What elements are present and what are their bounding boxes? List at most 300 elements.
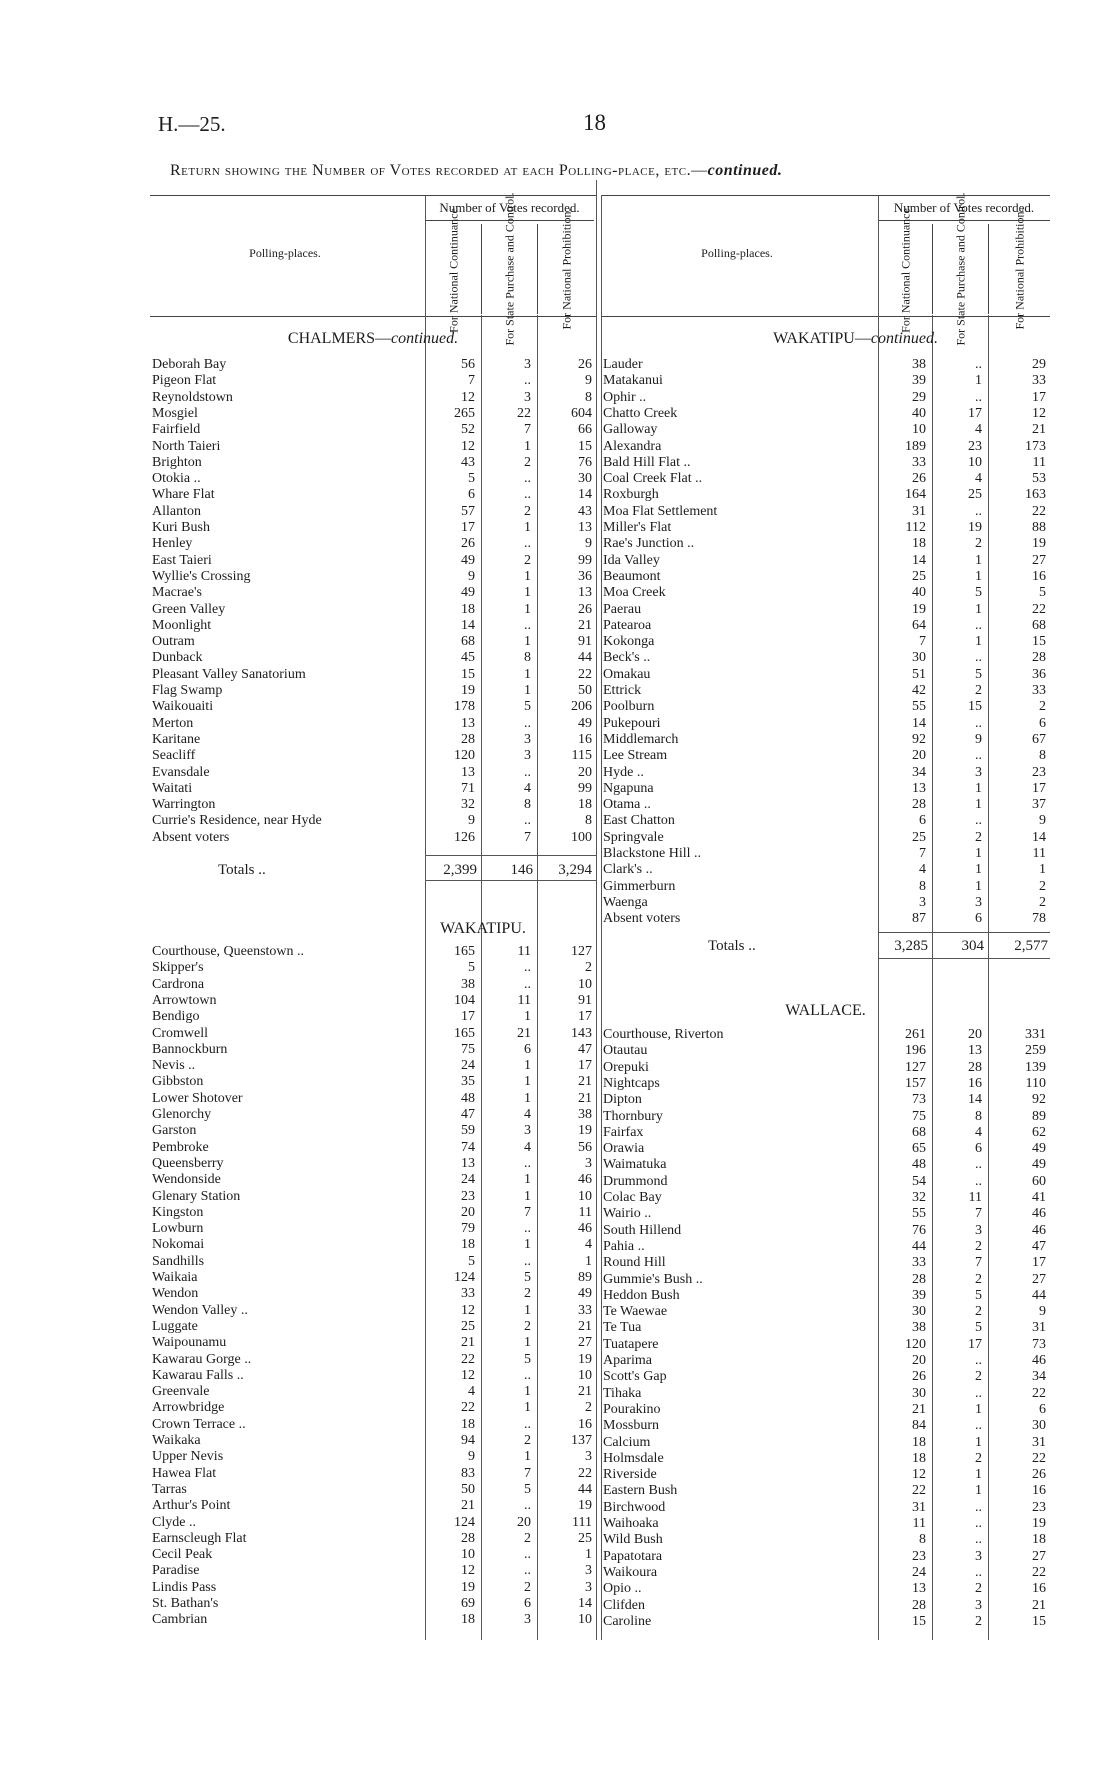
votes-prohibition: 1 <box>585 1547 592 1563</box>
table-row <box>601 716 1050 732</box>
votes-continuance: 79 <box>461 1221 475 1237</box>
table-row <box>601 1532 1050 1548</box>
table-row <box>150 569 596 585</box>
table-row <box>601 422 1050 438</box>
votes-continuance: 21 <box>461 1498 475 1514</box>
table-row <box>150 1352 596 1368</box>
polling-place-name: Rae's Junction .. <box>603 536 695 552</box>
table-row <box>601 1223 1050 1239</box>
votes-prohibition: 19 <box>578 1351 592 1367</box>
votes-prohibition: 56 <box>578 1139 592 1155</box>
polling-place-name: Waitati <box>152 780 193 796</box>
table-row <box>150 1482 596 1498</box>
polling-place-name: Clark's .. <box>603 862 653 878</box>
polling-places-heading: Polling-places. <box>701 246 773 260</box>
polling-place-name: Lowburn <box>152 1221 204 1237</box>
votes-continuance: 28 <box>461 1530 475 1546</box>
table-row <box>601 1027 1050 1043</box>
votes-prohibition: 13 <box>578 520 592 535</box>
polling-place-name: Moa Creek <box>603 585 666 601</box>
votes-continuance: 22 <box>912 1483 926 1499</box>
votes-prohibition: 15 <box>578 438 592 454</box>
votes-state-purchase: 4 <box>524 780 531 796</box>
votes-state-purchase: .. <box>524 471 531 487</box>
table-row <box>601 1190 1050 1206</box>
votes-prohibition: 14 <box>578 1596 592 1611</box>
votes-state-purchase: 3 <box>524 357 531 372</box>
table-row <box>601 650 1050 666</box>
polling-place-name: Lauder <box>603 357 643 372</box>
polling-place-name: Macrae's <box>152 585 202 601</box>
polling-place-name: Paradise <box>152 1563 200 1579</box>
votes-state-purchase: .. <box>524 487 531 503</box>
polling-place-name: Bannockburn <box>152 1041 228 1057</box>
votes-state-purchase: 7 <box>524 1204 531 1220</box>
votes-state-purchase: 13 <box>968 1043 982 1059</box>
votes-state-purchase: .. <box>524 960 531 976</box>
table-row <box>601 1174 1050 1190</box>
votes-prohibition: 19 <box>578 1498 592 1514</box>
votes-state-purchase: 1 <box>524 1237 531 1253</box>
votes-state-purchase: .. <box>524 764 531 780</box>
votes-continuance: 26 <box>912 471 926 487</box>
votes-prohibition: 173 <box>1025 438 1046 454</box>
votes-continuance: 4 <box>468 1384 475 1400</box>
table-row <box>601 813 1050 829</box>
votes-prohibition: 38 <box>578 1107 592 1122</box>
votes-continuance: 83 <box>461 1465 475 1481</box>
table-row <box>150 1466 596 1482</box>
votes-continuance: 20 <box>912 748 926 764</box>
votes-state-purchase: 17 <box>968 405 982 421</box>
polling-place-name: Kawarau Falls .. <box>152 1367 244 1383</box>
table-row <box>601 1516 1050 1532</box>
table-row <box>601 1288 1050 1304</box>
chalmers-total-prohibition: 3,294 <box>558 862 592 878</box>
votes-continuance: 12 <box>461 389 475 405</box>
votes-state-purchase: 1 <box>975 568 982 584</box>
polling-place-name: Evansdale <box>152 764 210 780</box>
votes-prohibition: 26 <box>578 357 592 372</box>
votes-continuance: 13 <box>461 764 475 780</box>
votes-continuance: 28 <box>912 797 926 813</box>
table-row <box>601 1043 1050 1059</box>
votes-prohibition: 99 <box>578 552 592 568</box>
votes-prohibition: 44 <box>578 1481 592 1497</box>
votes-state-purchase: 3 <box>975 894 982 910</box>
polling-place-name: Tarras <box>152 1481 187 1497</box>
polling-place-name: Colac Bay <box>603 1190 662 1205</box>
section-title-wakatipu: WAKATIPU. <box>440 920 526 937</box>
polling-place-name: Waenga <box>603 894 648 910</box>
votes-continuance: 33 <box>912 454 926 470</box>
votes-continuance: 22 <box>461 1351 475 1367</box>
votes-prohibition: 14 <box>578 487 592 503</box>
votes-continuance: 35 <box>461 1074 475 1090</box>
table-row <box>601 634 1050 650</box>
votes-continuance: 19 <box>461 683 475 698</box>
votes-prohibition: 13 <box>578 585 592 601</box>
votes-state-purchase: 1 <box>524 585 531 601</box>
table-row <box>601 1402 1050 1418</box>
votes-continuance: 55 <box>912 1206 926 1222</box>
table-row <box>601 1092 1050 1108</box>
votes-state-purchase: 5 <box>975 585 982 601</box>
votes-prohibition: 9 <box>585 536 592 552</box>
votes-state-purchase: 1 <box>524 438 531 454</box>
polling-place-name: Mossburn <box>603 1418 660 1434</box>
polling-place-name: Wendon Valley .. <box>152 1302 248 1318</box>
polling-place-name: Paerau <box>603 601 642 617</box>
votes-continuance: 19 <box>912 601 926 617</box>
polling-place-name: Waikaia <box>152 1270 198 1285</box>
votes-continuance: 9 <box>468 568 475 584</box>
votes-prohibition: 36 <box>1032 666 1046 682</box>
polling-place-name: Te Tua <box>603 1320 642 1336</box>
votes-continuance: 52 <box>461 422 475 438</box>
table-row <box>601 553 1050 569</box>
votes-prohibition: 78 <box>1032 911 1046 927</box>
votes-continuance: 18 <box>461 1416 475 1432</box>
table-row <box>150 993 596 1009</box>
votes-prohibition: 20 <box>578 764 592 780</box>
polling-place-name: Middlemarch <box>603 731 679 747</box>
votes-state-purchase: 16 <box>968 1075 982 1091</box>
votes-prohibition: 49 <box>1032 1141 1046 1157</box>
table-row <box>601 1467 1050 1483</box>
votes-prohibition: 2 <box>1039 878 1046 894</box>
votes-continuance: 8 <box>919 878 926 894</box>
table-row <box>150 1498 596 1514</box>
votes-continuance: 12 <box>461 1302 475 1318</box>
polling-place-name: South Hillend <box>603 1222 682 1238</box>
table-row <box>150 1123 596 1139</box>
wakatipu-total-prohibition: 2,577 <box>1014 938 1048 954</box>
table-row <box>601 911 1050 927</box>
table-row <box>601 765 1050 781</box>
votes-state-purchase: 7 <box>524 1465 531 1481</box>
polling-place-name: Gimmerburn <box>603 878 676 894</box>
polling-place-name: Holmsdale <box>603 1450 664 1466</box>
polling-place-name: Greenvale <box>152 1384 210 1400</box>
votes-state-purchase: 2 <box>524 503 531 519</box>
polling-place-name: Cromwell <box>152 1025 208 1041</box>
votes-prohibition: 2 <box>585 960 592 976</box>
polling-places-heading: Polling-places. <box>249 246 321 260</box>
table-row <box>150 487 596 503</box>
votes-continuance: 33 <box>912 1255 926 1271</box>
votes-continuance: 13 <box>461 715 475 731</box>
votes-continuance: 13 <box>461 1155 475 1171</box>
polling-place-name: Fairfax <box>603 1124 644 1140</box>
votes-prohibition: 21 <box>578 1074 592 1090</box>
table-row <box>150 1612 596 1628</box>
polling-place-name: Waipounamu <box>152 1335 227 1351</box>
votes-prohibition: 11 <box>1032 454 1046 470</box>
votes-prohibition: 33 <box>1032 683 1046 698</box>
table-row <box>150 536 596 552</box>
votes-continuance: 12 <box>912 1467 926 1483</box>
polling-place-name: Earnscleugh Flat <box>152 1530 247 1546</box>
votes-prohibition: 49 <box>578 715 592 731</box>
votes-continuance: 28 <box>912 1597 926 1613</box>
polling-place-name: East Chatton <box>603 813 675 829</box>
votes-state-purchase: 5 <box>975 1287 982 1303</box>
table-row <box>150 1547 596 1563</box>
votes-continuance: 9 <box>468 813 475 829</box>
votes-state-purchase: 2 <box>524 1433 531 1448</box>
polling-place-name: Cecil Peak <box>152 1547 213 1563</box>
votes-continuance: 265 <box>454 405 475 421</box>
table-row <box>150 439 596 455</box>
votes-prohibition: 68 <box>1032 617 1046 633</box>
votes-state-purchase: 2 <box>975 1238 982 1254</box>
table-row <box>150 520 596 536</box>
votes-continuance: 38 <box>912 1320 926 1336</box>
polling-place-name: Ngapuna <box>603 780 654 796</box>
polling-place-name: Wairio .. <box>603 1206 652 1222</box>
votes-continuance: 165 <box>454 1025 475 1041</box>
votes-state-purchase: 1 <box>524 1449 531 1465</box>
votes-state-purchase: .. <box>975 1499 982 1515</box>
votes-prohibition: 41 <box>1032 1190 1046 1205</box>
votes-continuance: 25 <box>912 568 926 584</box>
polling-place-name: Kokonga <box>603 634 655 650</box>
votes-state-purchase: 1 <box>524 666 531 682</box>
table-row <box>601 439 1050 455</box>
chalmers-total-state-purchase: 146 <box>510 862 533 878</box>
votes-prohibition: 46 <box>1032 1222 1046 1238</box>
votes-state-purchase: 1 <box>524 1074 531 1090</box>
table-row <box>150 813 596 829</box>
polling-place-name: Poolburn <box>603 699 655 715</box>
table-row <box>601 1076 1050 1092</box>
votes-state-purchase: .. <box>975 715 982 731</box>
votes-prohibition: 23 <box>1032 764 1046 780</box>
table-row <box>601 683 1050 699</box>
votes-state-purchase: 1 <box>524 601 531 617</box>
table-row <box>150 553 596 569</box>
table-row <box>601 1500 1050 1516</box>
polling-place-name: Beaumont <box>603 568 661 584</box>
table-row <box>150 716 596 732</box>
polling-place-name: Ida Valley <box>603 552 660 568</box>
votes-state-purchase: 2 <box>975 1271 982 1287</box>
votes-continuance: 20 <box>912 1353 926 1368</box>
table-row <box>601 1418 1050 1434</box>
polling-place-name: Otokia .. <box>152 471 201 487</box>
votes-prohibition: 73 <box>1032 1336 1046 1352</box>
table-row <box>601 618 1050 634</box>
votes-state-purchase: 2 <box>975 1581 982 1597</box>
table-row <box>150 1563 596 1579</box>
votes-continuance: 24 <box>461 1058 475 1074</box>
polling-place-name: Patearoa <box>603 617 652 633</box>
votes-continuance: 30 <box>912 1385 926 1401</box>
polling-place-name: Whare Flat <box>152 487 215 503</box>
table-row <box>601 520 1050 536</box>
votes-state-purchase: 1 <box>975 601 982 617</box>
votes-state-purchase: 5 <box>524 1481 531 1497</box>
table-row <box>150 1026 596 1042</box>
polling-place-name: Riverside <box>603 1467 657 1483</box>
votes-prohibition: 110 <box>1025 1075 1046 1091</box>
votes-state-purchase: .. <box>524 1155 531 1171</box>
chalmers-totals-label: Totals .. <box>218 862 266 878</box>
votes-continuance: 18 <box>461 601 475 617</box>
table-row <box>601 748 1050 764</box>
polling-place-name: Orawia <box>603 1141 645 1157</box>
polling-place-name: Birchwood <box>603 1499 666 1515</box>
polling-place-name: Coal Creek Flat .. <box>603 471 703 487</box>
votes-continuance: 15 <box>461 666 475 682</box>
polling-place-name: Mosgiel <box>152 405 198 421</box>
votes-prohibition: 67 <box>1032 731 1046 747</box>
votes-continuance: 34 <box>912 764 926 780</box>
votes-state-purchase: 3 <box>524 389 531 405</box>
votes-state-purchase: 3 <box>975 764 982 780</box>
votes-continuance: 38 <box>912 357 926 372</box>
polling-place-name: Matakanui <box>603 373 663 389</box>
polling-place-name: Courthouse, Riverton <box>603 1027 724 1042</box>
polling-place-name: Otama .. <box>603 797 651 813</box>
polling-place-name: Alexandra <box>603 438 662 454</box>
table-row <box>150 634 596 650</box>
votes-continuance: 120 <box>454 748 475 764</box>
polling-place-name: Warrington <box>152 797 216 813</box>
votes-prohibition: 21 <box>1032 1597 1046 1613</box>
votes-state-purchase: 20 <box>968 1027 982 1042</box>
table-row <box>150 1270 596 1286</box>
heading-state-purchase: For State Purchase and Control. <box>932 224 989 314</box>
votes-state-purchase: 1 <box>524 568 531 584</box>
votes-continuance: 7 <box>919 634 926 650</box>
polling-place-name: Queensberry <box>152 1155 224 1171</box>
polling-place-name: Chatto Creek <box>603 405 678 421</box>
polling-place-name: Waikaka <box>152 1433 201 1448</box>
votes-continuance: 8 <box>919 1532 926 1548</box>
votes-prohibition: 9 <box>585 373 592 389</box>
votes-continuance: 17 <box>461 520 475 535</box>
votes-prohibition: 8 <box>585 813 592 829</box>
polling-place-name: Caroline <box>603 1613 652 1629</box>
votes-prohibition: 49 <box>578 1286 592 1302</box>
votes-prohibition: 43 <box>578 503 592 519</box>
votes-prohibition: 331 <box>1025 1027 1046 1042</box>
votes-prohibition: 16 <box>1032 568 1046 584</box>
votes-prohibition: 19 <box>578 1123 592 1139</box>
votes-prohibition: 3 <box>585 1579 592 1595</box>
polling-place-name: Lindis Pass <box>152 1579 217 1595</box>
polling-place-name: Absent voters <box>152 829 230 845</box>
votes-state-purchase: .. <box>524 715 531 731</box>
votes-continuance: 84 <box>912 1418 926 1434</box>
votes-prohibition: 22 <box>1032 1450 1046 1466</box>
votes-continuance: 39 <box>912 1287 926 1303</box>
table-row <box>601 390 1050 406</box>
votes-continuance: 26 <box>461 536 475 552</box>
votes-state-purchase: 3 <box>524 1612 531 1628</box>
votes-prohibition: 89 <box>578 1270 592 1285</box>
votes-state-purchase: 1 <box>524 1009 531 1025</box>
votes-state-purchase: 1 <box>975 1434 982 1450</box>
table-row <box>601 1386 1050 1402</box>
votes-state-purchase: 4 <box>524 1107 531 1122</box>
votes-prohibition: 100 <box>571 829 592 845</box>
votes-state-purchase: 1 <box>524 1172 531 1188</box>
votes-continuance: 5 <box>468 960 475 976</box>
polling-place-name: Wyllie's Crossing <box>152 568 251 584</box>
polling-place-name: Lee Stream <box>603 748 668 764</box>
polling-place-name: Kingston <box>152 1204 204 1220</box>
votes-prohibition: 60 <box>1032 1173 1046 1189</box>
votes-prohibition: 10 <box>578 976 592 992</box>
votes-prohibition: 53 <box>1032 471 1046 487</box>
votes-continuance: 124 <box>454 1270 475 1285</box>
votes-state-purchase: .. <box>975 617 982 633</box>
polling-place-name: Courthouse, Queenstown .. <box>152 944 305 959</box>
table-row <box>601 569 1050 585</box>
votes-continuance: 126 <box>454 829 475 845</box>
votes-prohibition: 22 <box>1032 1564 1046 1580</box>
votes-state-purchase: 2 <box>524 552 531 568</box>
votes-prohibition: 46 <box>578 1172 592 1188</box>
votes-state-purchase: 1 <box>524 1335 531 1351</box>
votes-continuance: 124 <box>454 1514 475 1530</box>
totals-rule <box>425 855 596 856</box>
votes-state-purchase: 14 <box>968 1092 982 1108</box>
votes-prohibition: 17 <box>578 1009 592 1025</box>
votes-prohibition: 1 <box>585 1253 592 1269</box>
votes-state-purchase: 17 <box>968 1336 982 1352</box>
heading-prohibition: For National Prohibition. <box>537 224 595 314</box>
wakatipu-total-state-purchase: 304 <box>961 938 984 954</box>
polling-place-name: Wild Bush <box>603 1532 663 1548</box>
votes-state-purchase: .. <box>524 1547 531 1563</box>
votes-continuance: 47 <box>461 1107 475 1122</box>
votes-state-purchase: 1 <box>524 1188 531 1204</box>
votes-continuance: 7 <box>919 846 926 861</box>
votes-state-purchase: 3 <box>975 1548 982 1564</box>
votes-state-purchase: 11 <box>517 944 531 959</box>
table-row <box>150 1400 596 1416</box>
votes-state-purchase: 1 <box>524 634 531 650</box>
votes-prohibition: 47 <box>1032 1238 1046 1254</box>
votes-continuance: 25 <box>912 829 926 845</box>
polling-place-name: Lower Shotover <box>152 1090 243 1106</box>
votes-prohibition: 28 <box>1032 650 1046 666</box>
table-row <box>150 406 596 422</box>
polling-place-name: Hyde .. <box>603 764 644 780</box>
polling-place-name: Cardrona <box>152 976 205 992</box>
right-column <box>601 0 1050 1792</box>
votes-prohibition: 49 <box>1032 1157 1046 1173</box>
polling-place-name: Tuatapere <box>603 1336 659 1352</box>
table-row <box>601 1353 1050 1369</box>
polling-place-name: Hawea Flat <box>152 1465 217 1481</box>
votes-continuance: 261 <box>905 1027 926 1042</box>
votes-state-purchase: .. <box>524 813 531 829</box>
table-row <box>150 422 596 438</box>
votes-prohibition: 62 <box>1032 1124 1046 1140</box>
polling-place-name: Glenary Station <box>152 1188 241 1204</box>
table-row <box>601 406 1050 422</box>
votes-state-purchase: .. <box>524 536 531 552</box>
polling-place-name: Currie's Residence, near Hyde <box>152 813 322 829</box>
polling-place-name: Heddon Bush <box>603 1287 680 1303</box>
votes-prohibition: 3 <box>585 1563 592 1579</box>
table-row <box>150 699 596 715</box>
